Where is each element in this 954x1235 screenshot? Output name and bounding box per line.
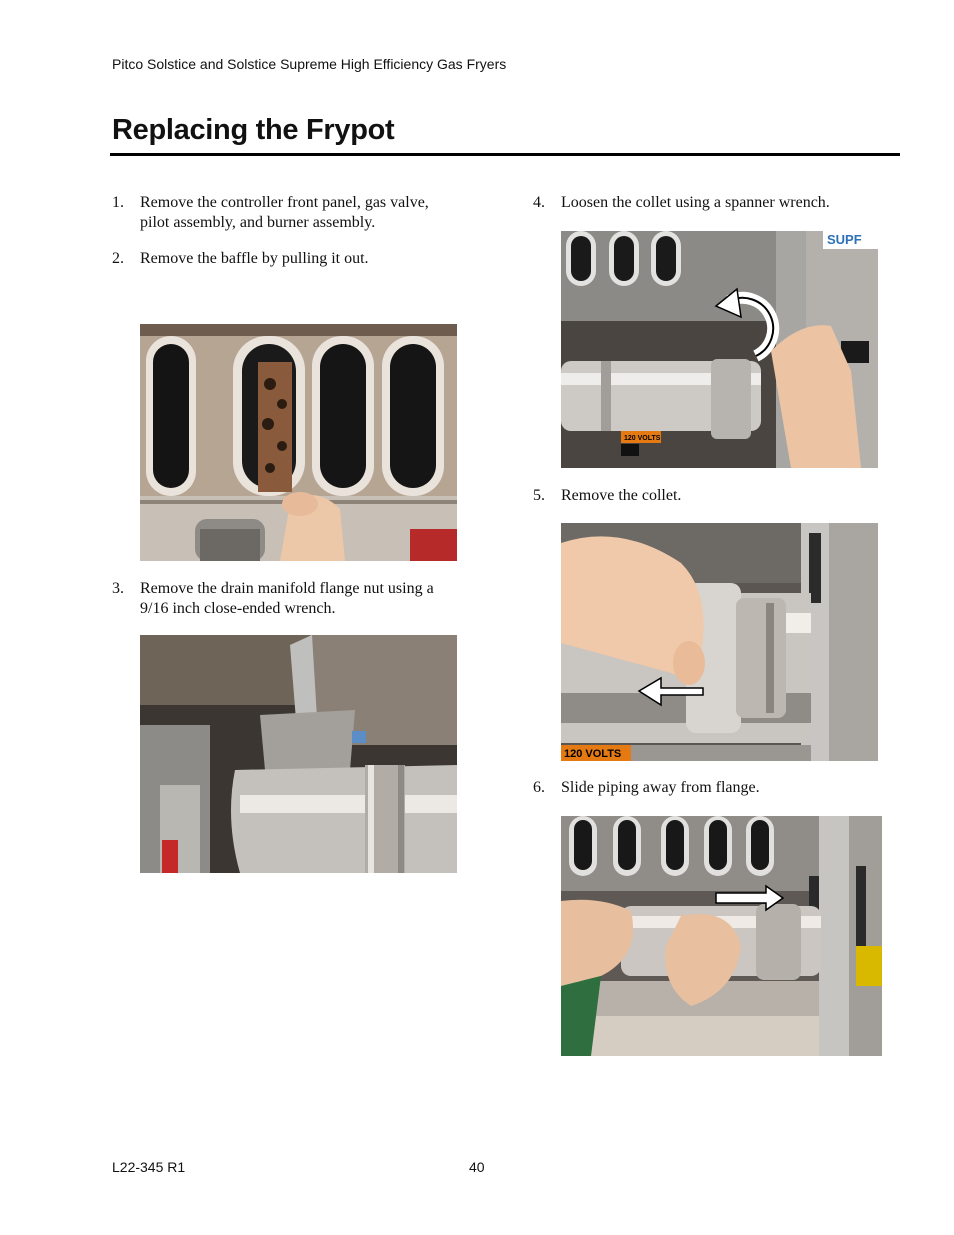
step-text-line: pilot assembly, and burner assembly. [140,213,376,231]
step-number: 2. [112,250,124,267]
photo-slide-piping [561,816,882,1056]
step-text-line: Remove the controller front panel, gas valve, [140,194,429,211]
volts-label-large: 120 VOLTS [564,748,622,760]
step-text-line: Slide piping away from flange. [561,779,760,796]
running-header: Pitco Solstice and Solstice Supreme High Efficiency Gas Fryers [112,56,507,72]
step-text-line: Remove the collet. [561,487,682,504]
title-divider [110,153,900,156]
step-number: 1. [112,194,124,211]
step-5 [533,486,893,506]
step-text-line: Loosen the collet using a spanner wrench. [561,194,830,211]
page-title: Replacing the Frypot [112,114,395,146]
step-3 [112,579,472,619]
photo-remove-collet [561,523,878,761]
photo-spanner-wrench [561,231,878,468]
step-number: 6. [533,779,545,796]
volts-label-small: 120 VOLTS [624,435,661,442]
brand-logo-text: SUPF [827,232,862,247]
step-text-line: Remove the baffle by pulling it out. [140,250,369,267]
footer-doc-id: L22-345 R1 [112,1159,186,1175]
step-number: 3. [112,580,124,597]
step-number: 4. [533,194,545,211]
step-6 [533,778,893,798]
step-2 [112,249,472,269]
step-1 [112,193,472,233]
step-text-line: Remove the drain manifold flange nut using a [140,580,434,597]
photo-drain-manifold-wrench [140,635,457,873]
step-text-line: 9/16 inch close-ended wrench. [140,599,336,617]
step-4 [533,193,893,213]
step-number: 5. [533,487,545,504]
footer-page-number: 40 [469,1159,485,1175]
photo-baffle-removal [140,324,457,561]
